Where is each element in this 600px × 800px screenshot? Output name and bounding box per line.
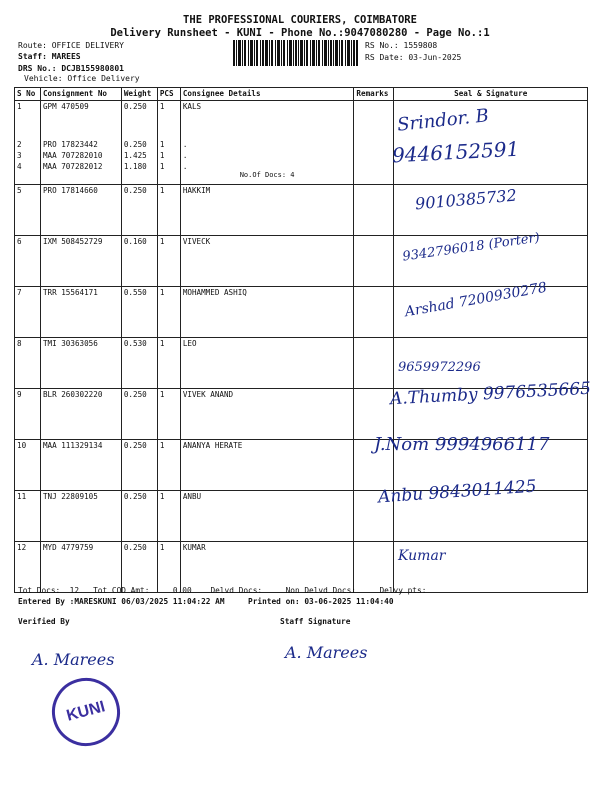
signature-row-7: Arshad 7200930278 <box>403 279 549 321</box>
signature-row-5: 9010385732 <box>414 185 518 214</box>
no-of-docs: No.Of Docs: 4 <box>239 170 295 179</box>
signature-row-11: Anbu 9843011425 <box>377 476 538 508</box>
cell-remarks <box>354 139 394 150</box>
cell-remarks <box>354 150 394 161</box>
table-row <box>15 101 588 139</box>
cell-remarks <box>354 287 394 338</box>
cell-consignee: MOHAMMED ASHIQ <box>180 287 354 338</box>
cell-consignment: GPM 470509 <box>40 101 121 139</box>
cell-consignee-text: . <box>182 161 188 171</box>
cell-sno: 11 <box>15 491 41 542</box>
cell-consignment: MAA 111329134 <box>40 440 121 491</box>
cell-remarks <box>354 338 394 389</box>
cell-sno: 7 <box>15 287 41 338</box>
route-label: Route: OFFICE DELIVERY <box>18 41 124 50</box>
signature-row-12: Kumar <box>398 548 446 564</box>
cell-pcs: 1 <box>157 491 180 542</box>
rs-number: RS No.: 1559808 <box>365 41 438 50</box>
col-consignment: Consignment No <box>40 88 121 101</box>
signature-row-8: 9659972296 <box>398 360 481 375</box>
cell-weight: 0.250 <box>121 491 157 542</box>
cell-consignee: . <box>180 150 354 161</box>
table-header-row <box>15 88 588 101</box>
cell-weight: 0.550 <box>121 287 157 338</box>
staff-signature: A. Marees <box>285 643 368 662</box>
cell-consignment: TMI 30363056 <box>40 338 121 389</box>
entered-by-line: Entered By :MARESKUNI 06/03/2025 11:04:22 AM Printed on: 03-06-2025 11:04:40 <box>18 597 394 606</box>
cell-pcs: 1 <box>157 440 180 491</box>
cell-remarks <box>354 161 394 185</box>
col-weight: Weight <box>121 88 157 101</box>
cell-consignee: . <box>180 139 354 150</box>
cell-pcs: 1 <box>157 389 180 440</box>
cell-pcs: 1 <box>157 101 180 139</box>
staff-label: Staff: MAREES <box>18 52 81 61</box>
col-pcs: PCS <box>157 88 180 101</box>
stamp-text: KUNI <box>64 698 107 725</box>
verified-signature: A. Marees <box>32 650 115 669</box>
cell-consignment: MAA 707282010 <box>40 150 121 161</box>
cell-pcs: 1 <box>157 338 180 389</box>
cell-weight: 0.250 <box>121 139 157 150</box>
cell-consignment: IXM 508452729 <box>40 236 121 287</box>
signature-row-10: J.Nom 9994966117 <box>374 434 550 455</box>
cell-pcs: 1 <box>157 185 180 236</box>
cell-consignee <box>180 161 354 185</box>
cell-consignee: HAKKIM <box>180 185 354 236</box>
drs-number: DRS No.: DCJB155980801 <box>18 64 124 73</box>
cell-pcs: 1 <box>157 161 180 185</box>
cell-consignee: VIVEK ANAND <box>180 389 354 440</box>
runsheet-subtitle: Delivery Runsheet - KUNI - Phone No.:9047080280 - Page No.:1 <box>110 27 490 39</box>
signature-row-3: 9446152591 <box>391 136 520 168</box>
cell-consignee: KALS <box>180 101 354 139</box>
cell-weight: 0.250 <box>121 389 157 440</box>
cell-pcs: 1 <box>157 150 180 161</box>
cell-weight: 0.250 <box>121 440 157 491</box>
cell-sno: 3 <box>15 150 41 161</box>
signature-row-9: A.Thumby 9976535665 <box>389 378 592 410</box>
cell-pcs: 1 <box>157 287 180 338</box>
cell-consignee: VIVECK <box>180 236 354 287</box>
cell-sno: 1 <box>15 101 41 139</box>
table-row <box>15 338 588 389</box>
col-remarks: Remarks <box>354 88 394 101</box>
kuni-stamp-icon <box>44 670 127 753</box>
cell-weight: 1.180 <box>121 161 157 185</box>
cell-sno: 4 <box>15 161 41 185</box>
col-sno: S No <box>15 88 41 101</box>
rs-date: RS Date: 03-Jun-2025 <box>365 53 462 62</box>
cell-sno: 6 <box>15 236 41 287</box>
runsheet-table <box>14 87 588 593</box>
cell-remarks <box>354 185 394 236</box>
cell-weight: 1.425 <box>121 150 157 161</box>
cell-sno: 5 <box>15 185 41 236</box>
col-signature: Seal & Signature <box>394 88 588 101</box>
table-row <box>15 542 588 593</box>
cell-pcs: 1 <box>157 236 180 287</box>
cell-sno: 8 <box>15 338 41 389</box>
totals-line: Tot Docs: 12 Tot COD Amt: 0.00 Delvd Docs: Non Delvd Docs: Delvy pts: <box>18 586 427 595</box>
cell-consignee: ANBU <box>180 491 354 542</box>
cell-consignment: BLR 260302220 <box>40 389 121 440</box>
col-consignee: Consignee Details <box>180 88 354 101</box>
cell-sno: 9 <box>15 389 41 440</box>
barcode-icon <box>233 40 358 66</box>
cell-remarks <box>354 101 394 139</box>
staff-signature-label: Staff Signature <box>280 617 351 626</box>
cell-consignee: ANANYA HERATE <box>180 440 354 491</box>
signature-row-1: Srindor. B <box>396 105 490 136</box>
cell-consignee: KUMAR <box>180 542 354 593</box>
cell-weight: 0.530 <box>121 338 157 389</box>
cell-consignment: TRR 15564171 <box>40 287 121 338</box>
cell-weight: 0.250 <box>121 542 157 593</box>
cell-remarks <box>354 389 394 440</box>
cell-remarks <box>354 236 394 287</box>
cell-consignee: LEO <box>180 338 354 389</box>
vehicle-label: Vehicle: Office Delivery <box>24 74 140 83</box>
cell-consignment: MAA 707282012 <box>40 161 121 185</box>
cell-pcs: 1 <box>157 542 180 593</box>
cell-sno: 10 <box>15 440 41 491</box>
signature-row-6: 9342796018 (Porter) <box>401 230 541 265</box>
cell-consignment: MYD 4779759 <box>40 542 121 593</box>
cell-remarks <box>354 542 394 593</box>
cell-weight: 0.160 <box>121 236 157 287</box>
cell-sno: 12 <box>15 542 41 593</box>
company-title: THE PROFESSIONAL COURIERS, COIMBATORE <box>183 14 417 26</box>
cell-weight: 0.250 <box>121 185 157 236</box>
cell-consignment: PRO 17823442 <box>40 139 121 150</box>
cell-weight: 0.250 <box>121 101 157 139</box>
cell-pcs: 1 <box>157 139 180 150</box>
cell-consignment: TNJ 22809105 <box>40 491 121 542</box>
verified-by-label: Verified By <box>18 617 70 626</box>
cell-sno: 2 <box>15 139 41 150</box>
cell-consignment: PRO 17814660 <box>40 185 121 236</box>
